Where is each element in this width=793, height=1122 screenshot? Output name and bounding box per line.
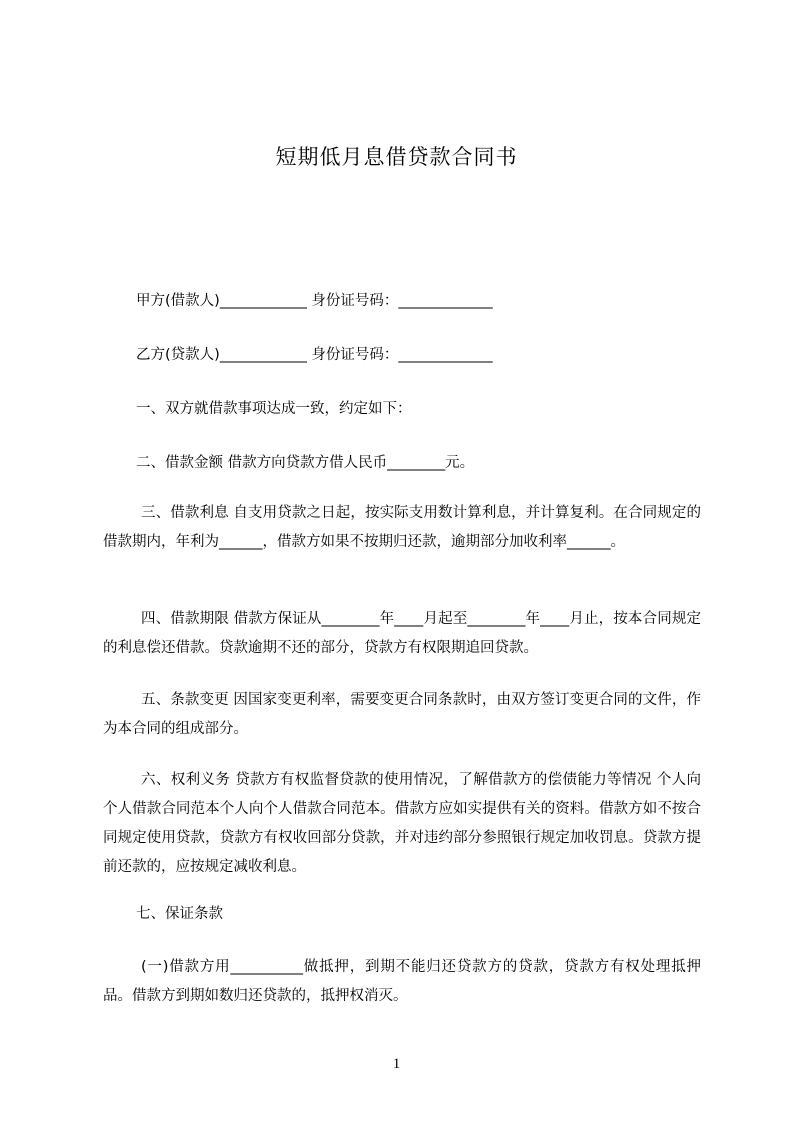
clause-6: 六、权利义务 贷款方有权监督贷款的使用情况，了解借款方的偿债能力等情况 个人向个人借款合同范本个人向个人借款合同范本。借款方应如实提供有关的资料。借款方如不按合同规定使用贷款，贷款方有权收回部分贷款，并对违约部分参照银行规定加收罚息。贷款方提前还款的，应按规定减收利息。 [103, 772, 701, 875]
clause-1: 一、双方就借款事项达成一致，约定如下： [136, 401, 412, 417]
clause-5: 五、条款变更 因国家变更利率，需要变更合同条款时，由双方签订变更合同的文件，作为本合同的组成部分。 [103, 692, 701, 737]
document-title: 短期低月息借贷款合同书 [275, 145, 518, 169]
party-b-line: 乙方(贷款人)____________ 身份证号码：_____________ [136, 347, 493, 363]
clause-3: 三、借款利息 自支用贷款之日起，按实际支用数计算利息，并计算复利。在合同规定的借款期内，年利为______，借款方如果不按期归还款，逾期部分加收利率______。 [103, 505, 701, 550]
clause-2: 二、借款金额 借款方向贷款方借人民币________元。 [136, 455, 475, 471]
party-a-line: 甲方(借款人)____________ 身份证号码：_____________ [136, 293, 493, 309]
clause-7-item-1: (一)借款方用__________做抵押，到期不能归还贷款方的贷款，贷款方有权处理抵押品。借款方到期如数归还贷款的，抵押权消灭。 [103, 959, 701, 1004]
page-number: 1 [392, 1056, 401, 1072]
clause-4: 四、借款期限 借款方保证从________年____月起至________年____月止，按本合同规定的利息偿还借款。贷款逾期不还的部分，贷款方有权限期追回贷款。 [103, 611, 701, 656]
clause-7-heading: 七、保证条款 [136, 906, 223, 922]
